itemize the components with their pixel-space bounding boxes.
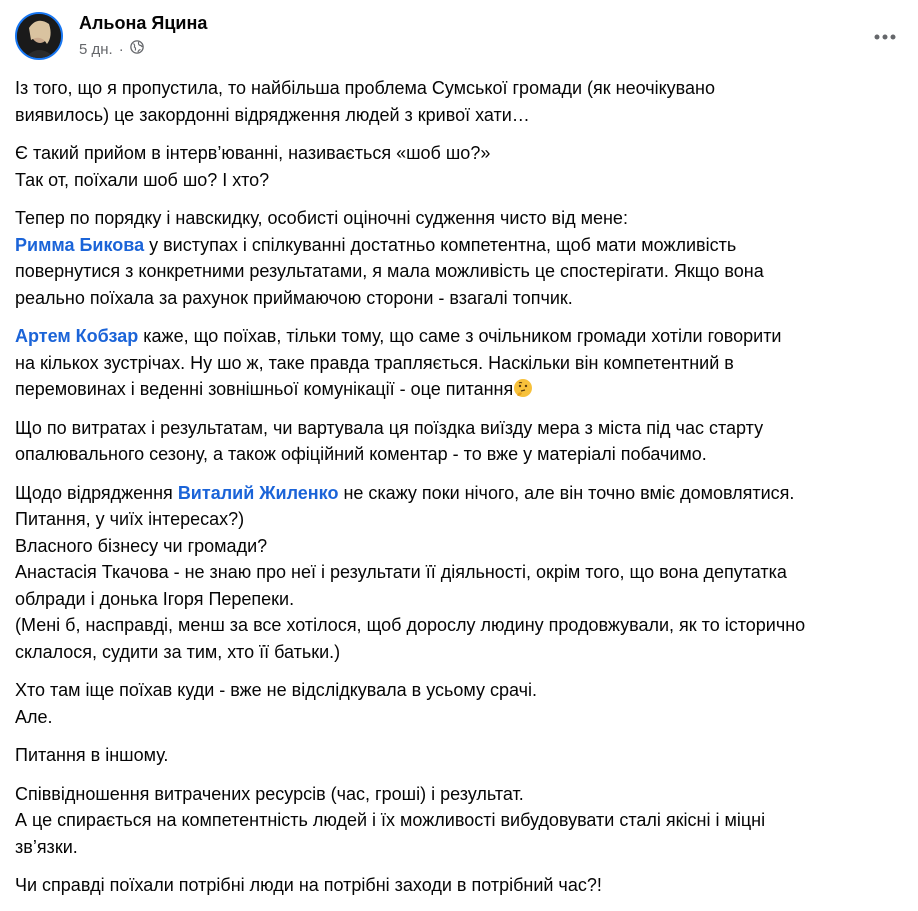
text-line: Тепер по порядку і навскидку, особисті оціночні судження чисто від мене: bbox=[15, 208, 628, 228]
meta-separator: · bbox=[118, 40, 124, 58]
more-options-button[interactable] bbox=[870, 22, 900, 52]
globe-icon bbox=[130, 40, 144, 58]
text-line: каже, що поїхав, тільки тому, що саме з очільником громади хотіли говорити bbox=[138, 326, 782, 346]
text-line: опалювального сезону, а також офіційний коментар - то вже у матеріалі побачимо. bbox=[15, 444, 707, 464]
more-horizontal-icon bbox=[873, 33, 897, 41]
post-meta bbox=[79, 40, 144, 58]
text-line: Співвідношення витрачених ресурсів (час, гроші) і результат. bbox=[15, 783, 524, 804]
text-line: у виступах і спілкуванні достатньо компетентна, щоб мати можливість bbox=[144, 234, 737, 255]
text-line: Чи справді поїхали потрібні люди на потрібні заходи в потрібний час?! bbox=[15, 875, 602, 895]
thinking-face-emoji bbox=[513, 378, 533, 398]
paragraph bbox=[15, 415, 893, 468]
text-line: А це спирається на компетентність людей і їх можливості вибудовувати сталі якісні і міцні bbox=[15, 810, 766, 830]
text-line: виявилось) це закордонні відрядження людей з кривої хати… bbox=[15, 104, 530, 125]
text-line: Власного бізнесу чи громади? bbox=[15, 535, 268, 556]
post-header bbox=[15, 12, 906, 64]
post-time[interactable]: 5 дн. bbox=[79, 40, 113, 58]
paragraph bbox=[15, 872, 893, 899]
avatar[interactable] bbox=[15, 12, 63, 60]
mention-link[interactable]: Артем Кобзар bbox=[15, 326, 139, 346]
text-line: зв’язки. bbox=[15, 836, 78, 857]
text-line: Анастасія Ткачова - не знаю про неї і результати її діяльності, окрім того, що вона депутатка bbox=[15, 562, 787, 582]
text-line: Але. bbox=[15, 706, 53, 727]
paragraph bbox=[15, 140, 893, 193]
mention-link[interactable]: Виталий Жиленко bbox=[177, 482, 339, 503]
text-line: на кількох зустрічах. Ну шо ж, таке правда трапляється. Наскільки він компетентний в bbox=[15, 352, 734, 373]
text-line: Що по витратах і результатам, чи вартувала ця поїздка виїзду мера з міста під час старту bbox=[15, 417, 764, 438]
text-line: Питання в іншому. bbox=[15, 745, 169, 765]
paragraph bbox=[15, 205, 893, 311]
text-line: Так от, поїхали шоб шо? І хто? bbox=[15, 169, 270, 190]
text-line: повернутися з конкретними результатами, я мала можливість це спостерігати. Якщо вона bbox=[15, 261, 764, 281]
text-line: склалося, судити за тим, хто її батьки.) bbox=[15, 641, 341, 662]
paragraph bbox=[15, 75, 893, 128]
post-text bbox=[15, 75, 893, 911]
paragraph bbox=[15, 742, 893, 769]
text-line: Із того, що я пропустила, то найбільша проблема Сумської громади (як неочікувано bbox=[15, 78, 715, 98]
text-line: реально поїхала за рахунок приймаючою сторони - взагалі топчик. bbox=[15, 287, 573, 308]
text-line: перемовинах і веденні зовнішньої комунікації - оце питання bbox=[15, 379, 514, 399]
text-line: Щодо відрядження bbox=[15, 482, 178, 503]
author-name[interactable]: Альона Яцина bbox=[79, 13, 208, 33]
mention-link[interactable]: Римма Бикова bbox=[15, 234, 145, 255]
text-line: Хто там іще поїхав куди - вже не відслідкувала в усьому срачі. bbox=[15, 680, 537, 700]
text-line: не скажу поки нічого, але він точно вміє домовлятися. bbox=[338, 482, 795, 503]
paragraph bbox=[15, 677, 893, 730]
text-line: (Мені б, насправді, менш за все хотілося, щоб дорослу людину продовжували, як то історично bbox=[15, 615, 806, 635]
paragraph bbox=[15, 323, 893, 403]
text-line: Є такий прийом в інтерв’юванні, називається «шоб шо?» bbox=[15, 143, 491, 163]
avatar-image bbox=[17, 14, 61, 58]
text-line: Питання, у чиїх інтересах?) bbox=[15, 509, 245, 529]
text-line: облради і донька Ігоря Перепеки. bbox=[15, 588, 295, 609]
paragraph bbox=[15, 781, 893, 861]
paragraph bbox=[15, 480, 893, 666]
